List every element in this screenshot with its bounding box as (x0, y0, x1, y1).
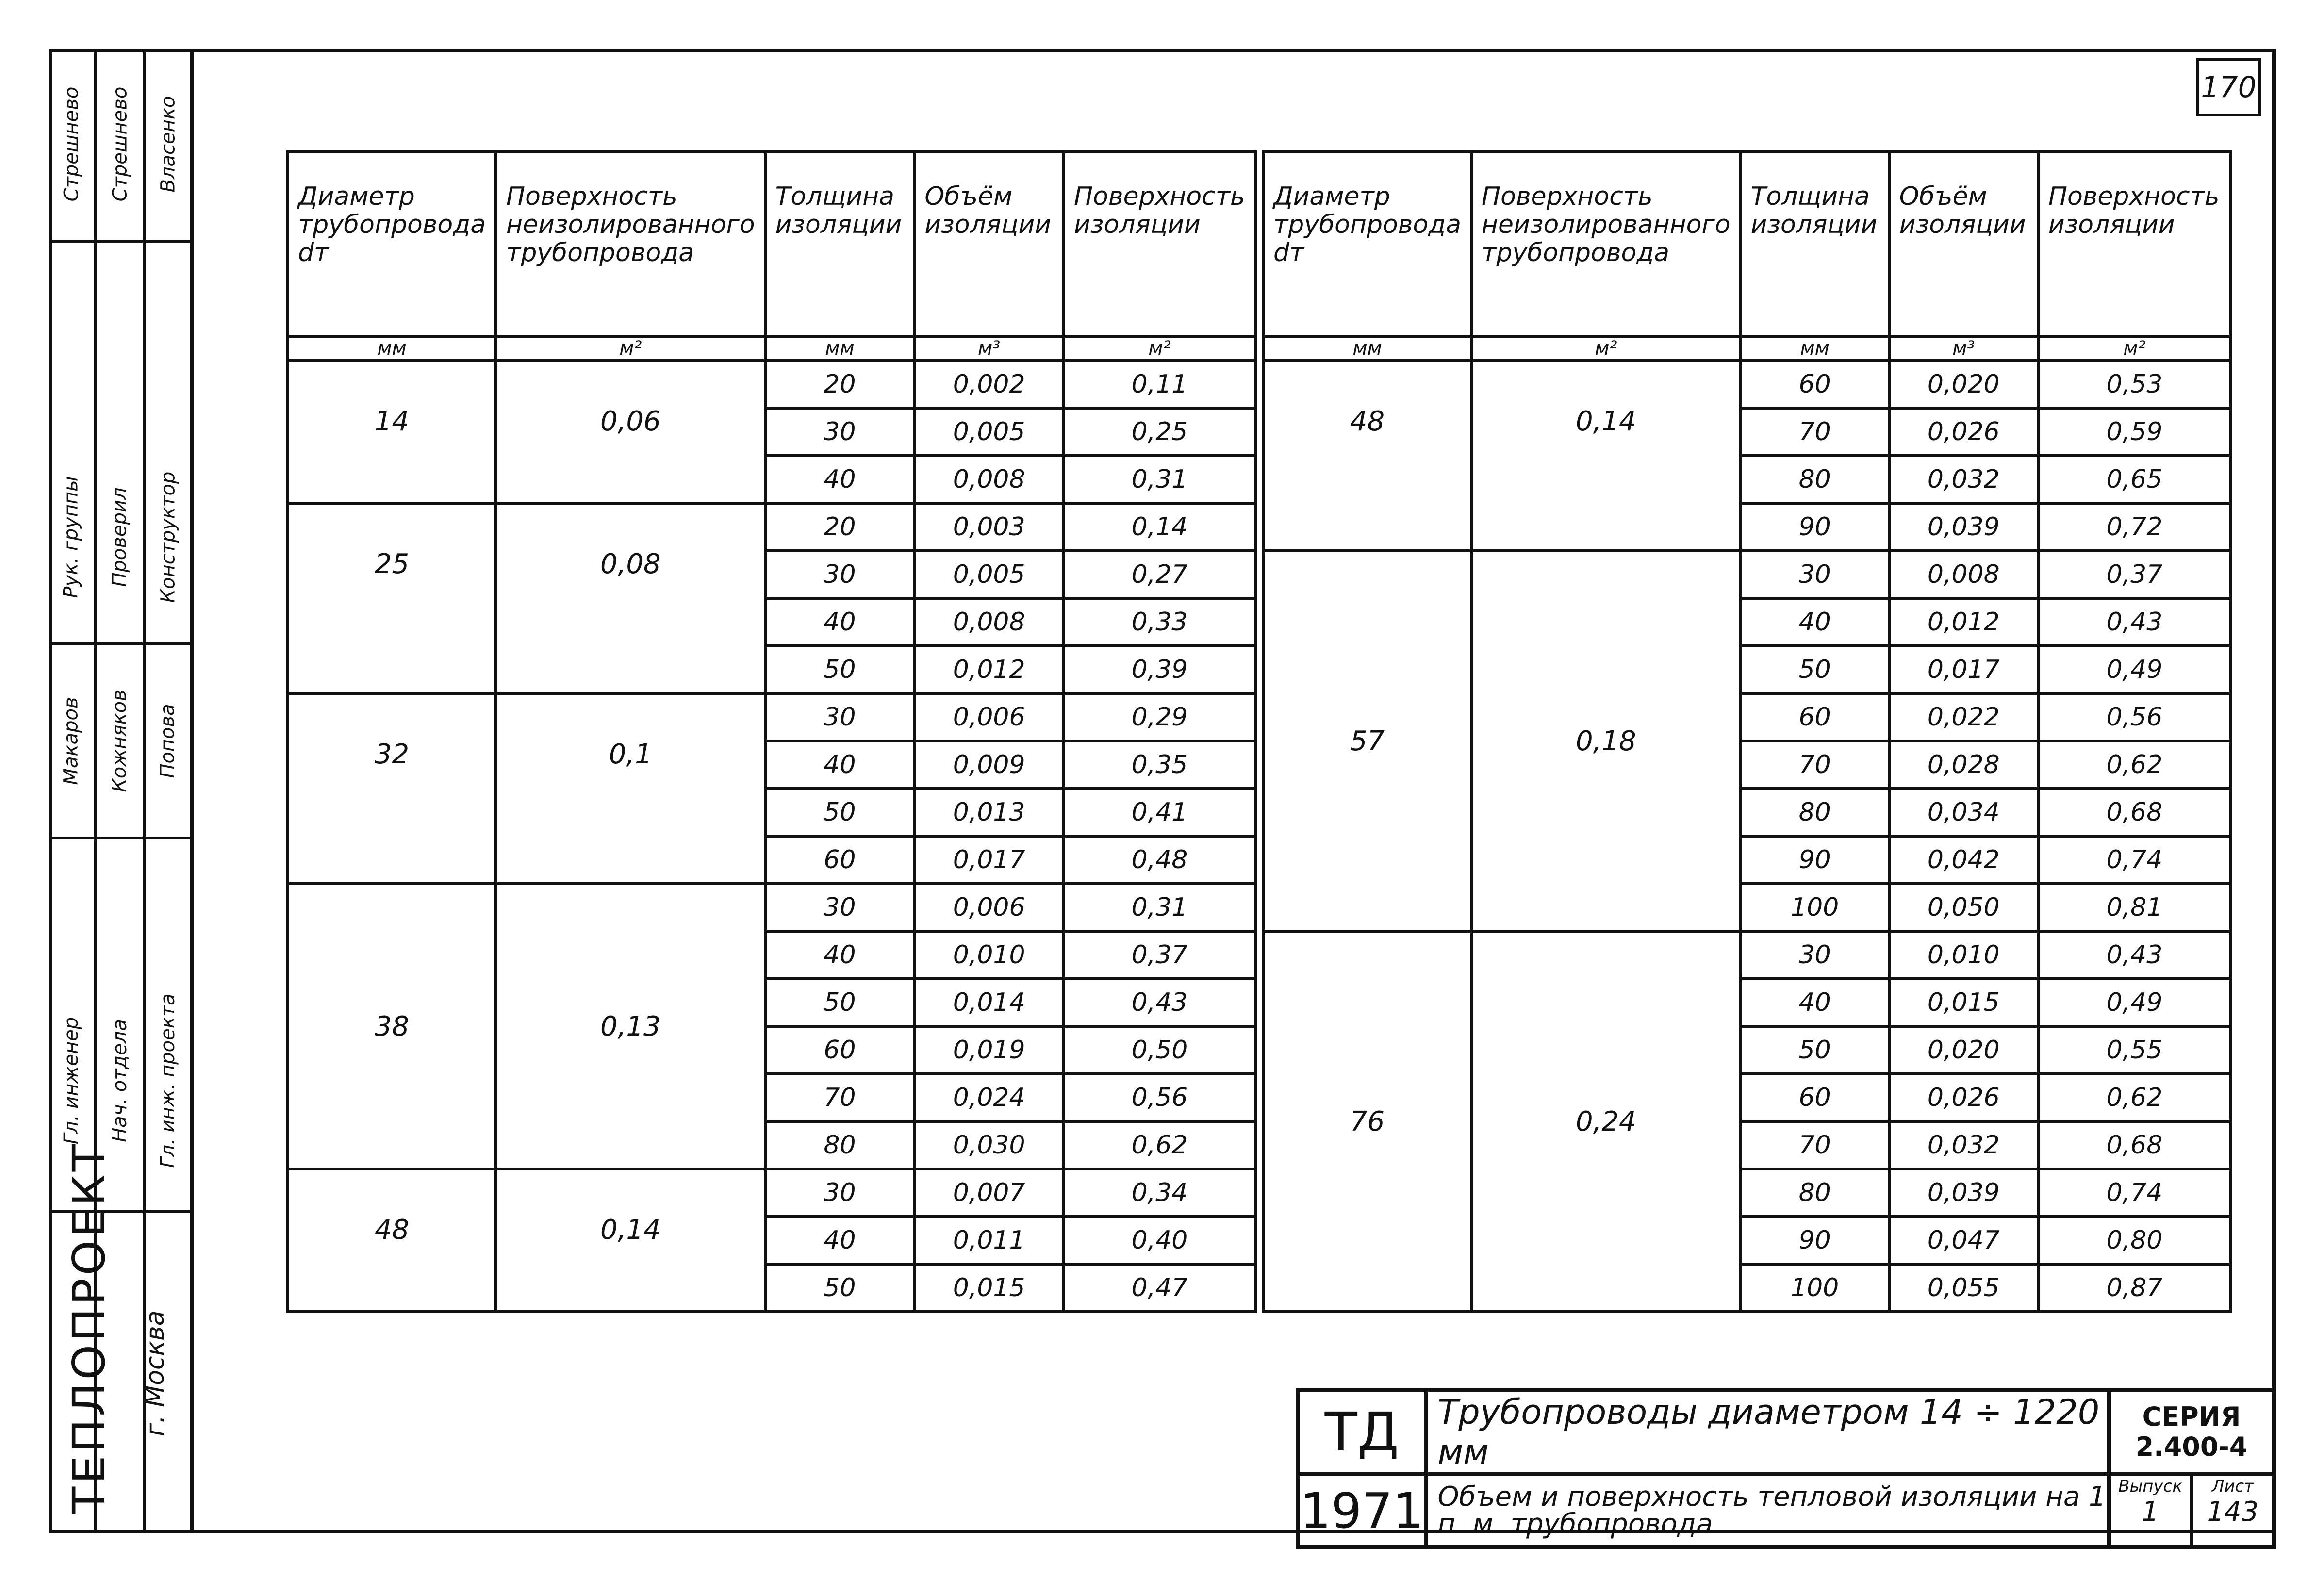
insulation-thickness: 70 (1741, 741, 1889, 789)
series-label: СЕРИЯ (2142, 1401, 2241, 1432)
sheet-label: Лист (2211, 1477, 2254, 1496)
insulation-thickness: 40 (765, 598, 915, 646)
insulation-surface: 0,35 (1064, 741, 1255, 789)
insulation-volume: 0,022 (1889, 693, 2038, 741)
insulation-thickness: 90 (1741, 1217, 1889, 1264)
insulation-thickness: 50 (1741, 1026, 1889, 1074)
insulation-thickness: 30 (1741, 551, 1889, 598)
bare-pipe-surface: 0,08 (496, 503, 765, 693)
insulation-surface: 0,68 (2038, 1121, 2231, 1169)
pipe-diameter: 48 (288, 1169, 496, 1312)
insulation-surface: 0,50 (1064, 1026, 1255, 1074)
insulation-surface: 0,27 (1064, 551, 1255, 598)
insulation-thickness: 60 (1741, 693, 1889, 741)
table-row (288, 693, 1255, 741)
unit-m3: м³ (1889, 336, 2038, 361)
insulation-surface: 0,74 (2038, 1169, 2231, 1217)
insulation-surface: 0,31 (1064, 456, 1255, 503)
table-row (1263, 361, 2231, 408)
pipe-diameter: 48 (1263, 361, 1471, 551)
header-volume: Объём изоляции (914, 152, 1064, 336)
insulation-thickness: 30 (765, 1169, 915, 1217)
stamp-name: Стрешнево (49, 49, 94, 243)
stamp-role: Рук. группы (49, 432, 94, 645)
insulation-thickness: 40 (765, 741, 915, 789)
insulation-thickness: 60 (1741, 361, 1889, 408)
unit-mm: мм (288, 336, 496, 361)
insulation-surface: 0,53 (2038, 361, 2231, 408)
organization-city: г. Москва (141, 1310, 170, 1436)
insulation-volume: 0,005 (914, 551, 1064, 598)
insulation-surface: 0,43 (2038, 931, 2231, 979)
insulation-volume: 0,008 (914, 456, 1064, 503)
insulation-thickness: 40 (765, 456, 915, 503)
stamp-role: Гл. инженер (49, 951, 94, 1213)
header-diameter: Диаметр трубопровода dт (1263, 152, 1471, 336)
insulation-surface: 0,37 (1064, 931, 1255, 979)
insulation-volume: 0,010 (914, 931, 1064, 979)
title-year: 1971 (1298, 1474, 1426, 1547)
insulation-surface: 0,87 (2038, 1264, 2231, 1312)
unit-mm: мм (1263, 336, 1471, 361)
header-surface-insulated: Поверхность изоляции (1064, 152, 1255, 336)
insulation-thickness: 50 (765, 979, 915, 1026)
unit-m2: м² (2038, 336, 2231, 361)
insulation-thickness: 20 (765, 503, 915, 551)
stamp-name: Стрешнево (97, 49, 143, 243)
insulation-volume: 0,009 (914, 741, 1064, 789)
header-surface-bare: Поверхность неизолированного трубопровода (1471, 152, 1741, 336)
insulation-surface: 0,33 (1064, 598, 1255, 646)
insulation-thickness: 30 (765, 693, 915, 741)
insulation-surface: 0,31 (1064, 884, 1255, 931)
insulation-volume: 0,047 (1889, 1217, 2038, 1264)
insulation-surface: 0,80 (2038, 1217, 2231, 1264)
insulation-volume: 0,050 (1889, 884, 2038, 931)
insulation-volume: 0,019 (914, 1026, 1064, 1074)
insulation-thickness: 40 (765, 1217, 915, 1264)
insulation-thickness: 50 (1741, 646, 1889, 693)
unit-m2: м² (1471, 336, 1741, 361)
insulation-volume: 0,024 (914, 1074, 1064, 1121)
stamp-name: Кожняков (97, 645, 143, 839)
insulation-surface: 0,62 (1064, 1121, 1255, 1169)
bare-pipe-surface: 0,1 (496, 693, 765, 884)
stamp-role: Конструктор (146, 432, 190, 645)
insulation-thickness: 70 (1741, 1121, 1889, 1169)
insulation-surface: 0,68 (2038, 789, 2231, 836)
pipe-diameter: 76 (1263, 931, 1471, 1312)
header-volume: Объём изоляции (1889, 152, 2038, 336)
insulation-thickness: 80 (765, 1121, 915, 1169)
bare-pipe-surface: 0,13 (496, 884, 765, 1169)
insulation-volume: 0,005 (914, 408, 1064, 456)
insulation-volume: 0,042 (1889, 836, 2038, 884)
table-row (288, 503, 1255, 551)
pipe-diameter: 32 (288, 693, 496, 884)
insulation-surface: 0,40 (1064, 1217, 1255, 1264)
insulation-thickness: 40 (765, 931, 915, 979)
stamp-role: Проверил (97, 432, 143, 645)
title-code: ТД (1298, 1390, 1426, 1474)
insulation-volume: 0,011 (914, 1217, 1064, 1264)
pipe-diameter: 57 (1263, 551, 1471, 931)
insulation-volume: 0,020 (1889, 1026, 2038, 1074)
stamp-role: Нач. отдела (97, 951, 143, 1213)
stamp-role: Гл. инж. проекта (146, 951, 190, 1213)
title-block (1296, 1388, 2276, 1549)
insulation-thickness: 80 (1741, 789, 1889, 836)
insulation-thickness: 90 (1741, 836, 1889, 884)
issue-number: 1 (2142, 1496, 2159, 1528)
insulation-thickness: 50 (765, 1264, 915, 1312)
unit-m2: м² (496, 336, 765, 361)
insulation-thickness: 30 (765, 551, 915, 598)
stamp-name: Попова (146, 645, 190, 839)
insulation-volume: 0,026 (1889, 1074, 2038, 1121)
sheet-cell (2192, 1474, 2274, 1547)
insulation-table-right (1262, 150, 2232, 1313)
insulation-surface: 0,47 (1064, 1264, 1255, 1312)
insulation-volume: 0,008 (1889, 551, 2038, 598)
insulation-thickness: 50 (765, 789, 915, 836)
bare-pipe-surface: 0,14 (1471, 361, 1741, 551)
insulation-volume: 0,013 (914, 789, 1064, 836)
insulation-volume: 0,003 (914, 503, 1064, 551)
insulation-thickness: 30 (765, 408, 915, 456)
insulation-surface: 0,62 (2038, 1074, 2231, 1121)
bare-pipe-surface: 0,06 (496, 361, 765, 503)
insulation-volume: 0,007 (914, 1169, 1064, 1217)
header-surface-insulated: Поверхность изоляции (2038, 152, 2231, 336)
organization-stamp (49, 1141, 194, 1533)
insulation-surface: 0,25 (1064, 408, 1255, 456)
bare-pipe-surface: 0,14 (496, 1169, 765, 1312)
insulation-surface: 0,49 (2038, 979, 2231, 1026)
insulation-volume: 0,010 (1889, 931, 2038, 979)
insulation-surface: 0,34 (1064, 1169, 1255, 1217)
pipe-diameter: 38 (288, 884, 496, 1169)
insulation-volume: 0,055 (1889, 1264, 2038, 1312)
insulation-surface: 0,14 (1064, 503, 1255, 551)
header-surface-bare: Поверхность неизолированного трубопровода (496, 152, 765, 336)
insulation-thickness: 30 (765, 884, 915, 931)
bare-pipe-surface: 0,24 (1471, 931, 1741, 1312)
unit-m2: м² (1064, 336, 1255, 361)
table-row (288, 884, 1255, 931)
insulation-thickness: 50 (765, 646, 915, 693)
table-row (1263, 551, 2231, 598)
insulation-volume: 0,026 (1889, 408, 2038, 456)
insulation-volume: 0,014 (914, 979, 1064, 1026)
stamp-name: Макаров (49, 645, 94, 839)
insulation-surface: 0,37 (2038, 551, 2231, 598)
unit-m3: м³ (914, 336, 1064, 361)
organization-name: ТЕПЛОПРОЕКТ (63, 1141, 115, 1514)
insulation-volume: 0,006 (914, 884, 1064, 931)
series-number: 2.400-4 (2135, 1432, 2248, 1462)
insulation-thickness: 40 (1741, 598, 1889, 646)
insulation-thickness: 30 (1741, 931, 1889, 979)
table-row (288, 1169, 1255, 1217)
issue-label: Выпуск (2118, 1477, 2182, 1496)
insulation-surface: 0,81 (2038, 884, 2231, 931)
insulation-thickness: 70 (1741, 408, 1889, 456)
insulation-volume: 0,034 (1889, 789, 2038, 836)
insulation-thickness: 60 (1741, 1074, 1889, 1121)
insulation-volume: 0,039 (1889, 1169, 2038, 1217)
drawing-subtitle: Объем и поверхность тепловой изоляции на 1 п. м. трубопровода (1426, 1474, 2110, 1547)
insulation-surface: 0,43 (2038, 598, 2231, 646)
insulation-thickness: 40 (1741, 979, 1889, 1026)
insulation-thickness: 100 (1741, 884, 1889, 931)
insulation-surface: 0,43 (1064, 979, 1255, 1026)
insulation-surface: 0,74 (2038, 836, 2231, 884)
insulation-table-left (286, 150, 1257, 1313)
insulation-surface: 0,56 (2038, 693, 2231, 741)
insulation-surface: 0,72 (2038, 503, 2231, 551)
insulation-volume: 0,008 (914, 598, 1064, 646)
sheet-number: 143 (2207, 1496, 2259, 1528)
issue-cell (2109, 1474, 2192, 1547)
insulation-thickness: 90 (1741, 503, 1889, 551)
insulation-volume: 0,006 (914, 693, 1064, 741)
insulation-surface: 0,29 (1064, 693, 1255, 741)
insulation-volume: 0,032 (1889, 1121, 2038, 1169)
insulation-volume: 0,020 (1889, 361, 2038, 408)
table-row (288, 361, 1255, 408)
insulation-volume: 0,015 (1889, 979, 2038, 1026)
insulation-surface: 0,59 (2038, 408, 2231, 456)
insulation-volume: 0,015 (914, 1264, 1064, 1312)
pipe-diameter: 14 (288, 361, 496, 503)
insulation-surface: 0,39 (1064, 646, 1255, 693)
insulation-volume: 0,039 (1889, 503, 2038, 551)
bare-pipe-surface: 0,18 (1471, 551, 1741, 931)
pipe-diameter: 25 (288, 503, 496, 693)
insulation-thickness: 100 (1741, 1264, 1889, 1312)
insulation-surface: 0,65 (2038, 456, 2231, 503)
stamp-name: Власенко (146, 49, 190, 243)
insulation-surface: 0,11 (1064, 361, 1255, 408)
insulation-thickness: 80 (1741, 1169, 1889, 1217)
insulation-volume: 0,032 (1889, 456, 2038, 503)
insulation-surface: 0,49 (2038, 646, 2231, 693)
insulation-thickness: 80 (1741, 456, 1889, 503)
series-cell (2109, 1390, 2274, 1474)
unit-mm: мм (1741, 336, 1889, 361)
page-number: 170 (2196, 58, 2261, 116)
insulation-volume: 0,012 (914, 646, 1064, 693)
insulation-surface: 0,55 (2038, 1026, 2231, 1074)
unit-mm: мм (765, 336, 915, 361)
insulation-volume: 0,002 (914, 361, 1064, 408)
header-thickness: Толщина изоляции (1741, 152, 1889, 336)
drawing-title: Трубопроводы диаметром 14 ÷ 1220 мм (1426, 1390, 2110, 1474)
header-thickness: Толщина изоляции (765, 152, 915, 336)
insulation-surface: 0,41 (1064, 789, 1255, 836)
insulation-volume: 0,017 (1889, 646, 2038, 693)
insulation-thickness: 60 (765, 1026, 915, 1074)
insulation-volume: 0,012 (1889, 598, 2038, 646)
insulation-surface: 0,48 (1064, 836, 1255, 884)
insulation-surface: 0,62 (2038, 741, 2231, 789)
insulation-thickness: 20 (765, 361, 915, 408)
insulation-volume: 0,028 (1889, 741, 2038, 789)
insulation-thickness: 70 (765, 1074, 915, 1121)
insulation-volume: 0,017 (914, 836, 1064, 884)
insulation-thickness: 60 (765, 836, 915, 884)
table-row (1263, 931, 2231, 979)
insulation-volume: 0,030 (914, 1121, 1064, 1169)
header-diameter: Диаметр трубопровода dт (288, 152, 496, 336)
insulation-surface: 0,56 (1064, 1074, 1255, 1121)
